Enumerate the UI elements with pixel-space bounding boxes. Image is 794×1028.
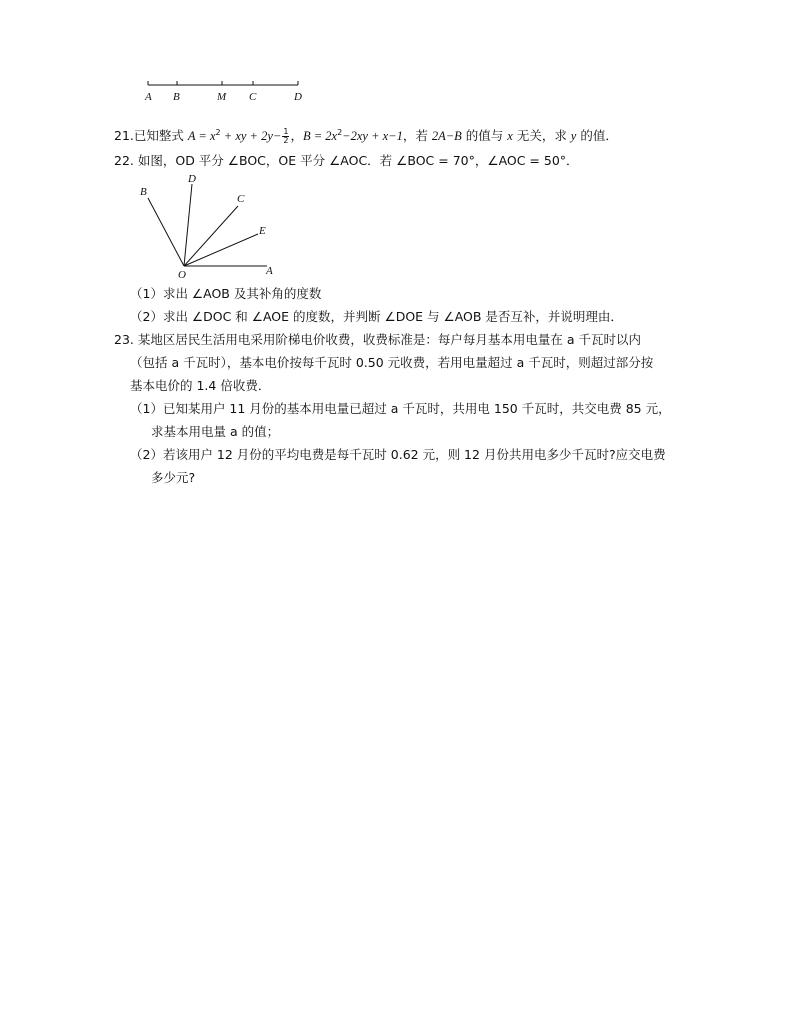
q21-frac-den: 2 xyxy=(283,136,289,146)
figure-label-c: C xyxy=(237,193,245,205)
figure-label-b: B xyxy=(140,186,147,198)
figure-label-o: O xyxy=(178,269,186,281)
q21-text-2: ，若 xyxy=(402,128,432,144)
q21-sep: ， xyxy=(290,128,303,144)
q21-expr-b-1: B = 2x xyxy=(302,129,338,144)
q21-number: 21. xyxy=(114,128,134,144)
q23-sub2-line1: （2）若该用户 12 月份的平均电费是每千瓦时 0.62 元，则 12 月份共用电多少千瓦时?应交电费 xyxy=(130,447,666,462)
q21-expr-b-sup: 2 xyxy=(337,128,343,137)
question-21 xyxy=(114,125,618,145)
figure-label-d: D xyxy=(188,173,196,185)
q21-text-1: 已知整式 xyxy=(133,128,184,144)
angle-figure xyxy=(130,172,290,282)
q23-line3: 基本电价的 1.4 倍收费． xyxy=(130,378,271,393)
q23-sub2-line2: 多少元? xyxy=(151,470,196,485)
point-label-d: D xyxy=(294,91,302,103)
q21-var-x: x xyxy=(507,129,513,144)
figure-label-a: A xyxy=(266,265,273,277)
point-label-a: A xyxy=(145,91,152,103)
q21-expr-a-sup: 2 xyxy=(215,128,221,137)
q21-expr-b-2: −2xy + x−1 xyxy=(342,129,403,144)
q23-line1: 23. 某地区居民生活用电采用阶梯电价收费，收费标准是：每户每月基本用电量在 a 千瓦时以内 xyxy=(114,332,641,347)
number-line-figure xyxy=(140,78,310,104)
point-label-m: M xyxy=(217,91,227,103)
point-label-b: B xyxy=(173,91,180,103)
q23-sub1-line1: （1）已知某用户 11 月份的基本用电量已超过 a 千瓦时，共用电 150 千瓦时，共交电费 85 元， xyxy=(130,401,671,416)
q21-frac-num: 1 xyxy=(283,127,289,137)
point-label-c: C xyxy=(249,91,257,103)
q21-text-4: 无关，求 xyxy=(512,128,571,144)
q23-line2: （包括 a 千瓦时），基本电价按每千瓦时 0.50 元收费，若用电量超过 a 千瓦时，则超过部分按 xyxy=(130,355,654,370)
q21-fraction xyxy=(282,128,289,145)
q21-text-5: 的值． xyxy=(576,128,618,144)
q21-expr-2a-b: 2A−B xyxy=(431,129,462,144)
q22-sub2: （2）求出 ∠DOC 和 ∠AOE 的度数，并判断 ∠DOE 与 ∠AOB 是否互补，并说明理由． xyxy=(130,309,623,324)
q23-sub1-line2: 求基本用电量 a 的值； xyxy=(151,424,280,439)
q21-expr-a-2: + xy + 2y− xyxy=(220,129,282,144)
q21-text-3: 的值与 xyxy=(461,128,508,144)
figure-label-e: E xyxy=(259,225,266,237)
question-22: 22. 如图，OD 平分 ∠BOC，OE 平分 ∠AOC．若 ∠BOC = 70°，∠AOC = 50°． xyxy=(114,153,579,168)
q21-expr-a-1: A = x xyxy=(187,129,216,144)
q22-sub1: （1）求出 ∠AOB 及其补角的度数 xyxy=(130,286,322,301)
q21-var-y: y xyxy=(570,129,577,144)
